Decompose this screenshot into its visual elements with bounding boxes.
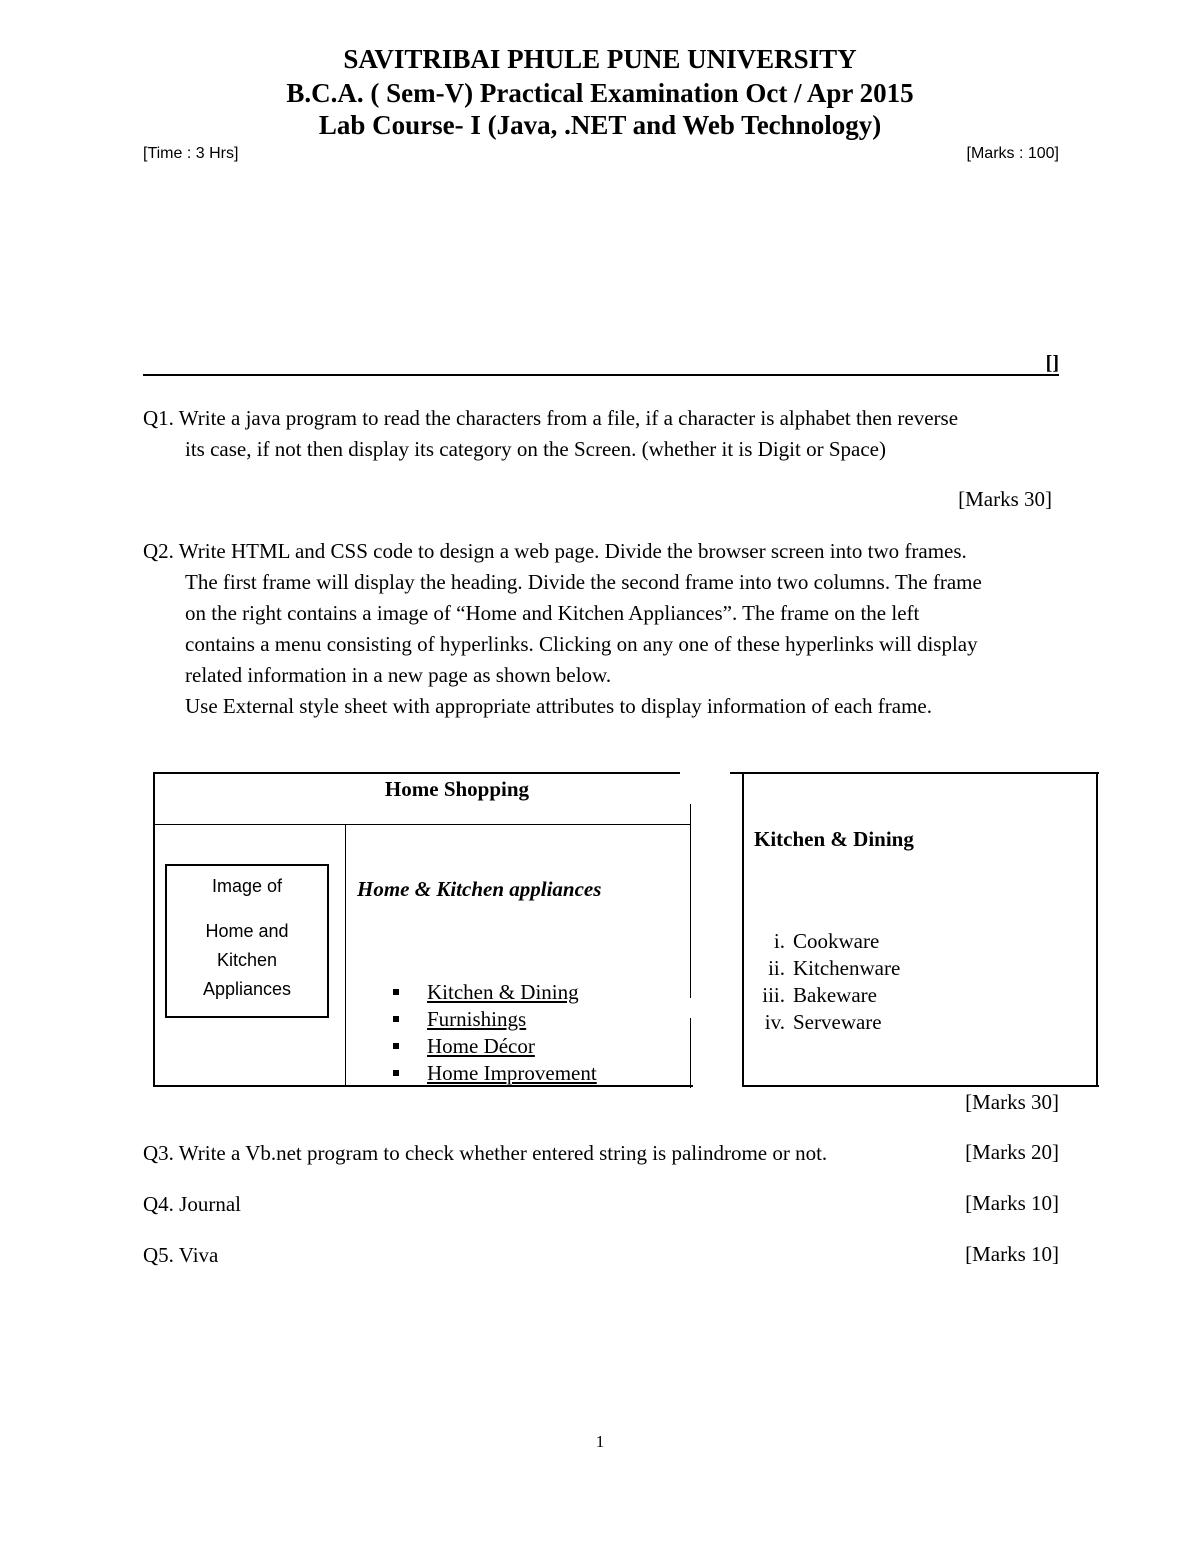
image-placeholder-line-1: Image of [211,876,283,896]
detail-item: iv. Serveware [764,1010,882,1034]
question-1 [143,403,1063,465]
menu-list [387,979,597,1087]
question-5: Q5. Viva [143,1243,219,1267]
menu-link-home-decor[interactable]: Home Décor [387,1033,597,1060]
diagram-top-border [153,772,680,774]
q1-marks: [Marks 30] [958,487,1052,511]
q2-marks: [Marks 30] [965,1090,1059,1114]
q5-marks: [Marks 10] [965,1242,1059,1266]
bullet-icon [393,1043,399,1049]
detail-page-diagram [730,772,1100,1089]
detail-top-border [730,772,1099,774]
question-3: Q3. Write a Vb.net program to check whether entered string is palindrome or not. [143,1141,828,1165]
section-title: Home & Kitchen appliances [357,877,602,901]
diagram-left-border [153,772,155,1087]
bullet-icon [393,1016,399,1022]
q2-line-3: on the right contains a image of “Home and Kitchen Appliances”. The frame on the left [185,601,920,625]
bullet-icon [393,1070,399,1076]
detail-title: Kitchen & Dining [754,827,914,851]
course-title: Lab Course- I (Java, .NET and Web Technology) [318,110,882,140]
image-placeholder-line-4: Appliances [202,979,292,999]
time-label: [Time : 3 Hrs] [143,145,239,162]
q4-marks: [Marks 10] [965,1191,1059,1215]
layout-diagram [153,772,693,1089]
diagram-right-border-upper [690,804,691,998]
total-marks-label: [Marks : 100] [966,145,1059,162]
diagram-heading-divider [153,824,691,825]
page-number: 1 [595,1432,605,1451]
diagram-heading: Home Shopping [384,777,530,801]
detail-item: iii. Bakeware [762,983,877,1007]
menu-link-kitchen-dining[interactable]: Kitchen & Dining [387,979,597,1006]
q1-line-1: Q1. Write a java program to read the characters from a file, if a character is alphabet then reverse [143,406,959,430]
university-title: SAVITRIBAI PHULE PUNE UNIVERSITY [343,44,857,74]
detail-bottom-border [742,1085,1099,1087]
image-placeholder-line-3: Kitchen [216,950,278,970]
q1-line-2: its case, if not then display its category on the Screen. (whether it is Digit or Space) [185,437,886,461]
q2-line-4: contains a menu consisting of hyperlinks. Clicking on any one of these hyperlinks will display [185,632,978,656]
detail-list [730,928,900,1036]
q2-line-2: The first frame will display the heading. Divide the second frame into two columns. The frame [185,570,982,594]
q2-line-6: Use External style sheet with appropriate attributes to display information of each frame. [185,694,933,718]
question-4: Q4. Journal [143,1192,241,1216]
detail-item: i. Cookware [773,929,880,953]
header-rule [143,374,1059,376]
rule-bracket: [] [1045,352,1059,374]
diagram-column-divider [345,824,346,1086]
menu-link-furnishings[interactable]: Furnishings [387,1006,597,1033]
detail-item: ii. Kitchenware [768,956,901,980]
image-placeholder [165,864,329,1018]
q2-line-5: related information in a new page as shown below. [185,663,612,687]
detail-right-border [1096,772,1098,1087]
q3-marks: [Marks 20] [965,1140,1059,1164]
diagram-right-border-lower [690,1018,691,1088]
bullet-icon [393,989,399,995]
exam-title: B.C.A. ( Sem-V) Practical Examination Oct / Apr 2015 [286,78,914,108]
question-2 [143,536,1063,722]
q2-line-1: Q2. Write HTML and CSS code to design a web page. Divide the browser screen into two frames. [143,539,967,563]
image-placeholder-line-2: Home and [205,921,289,941]
menu-link-home-improvement[interactable]: Home Improvement [387,1060,597,1087]
